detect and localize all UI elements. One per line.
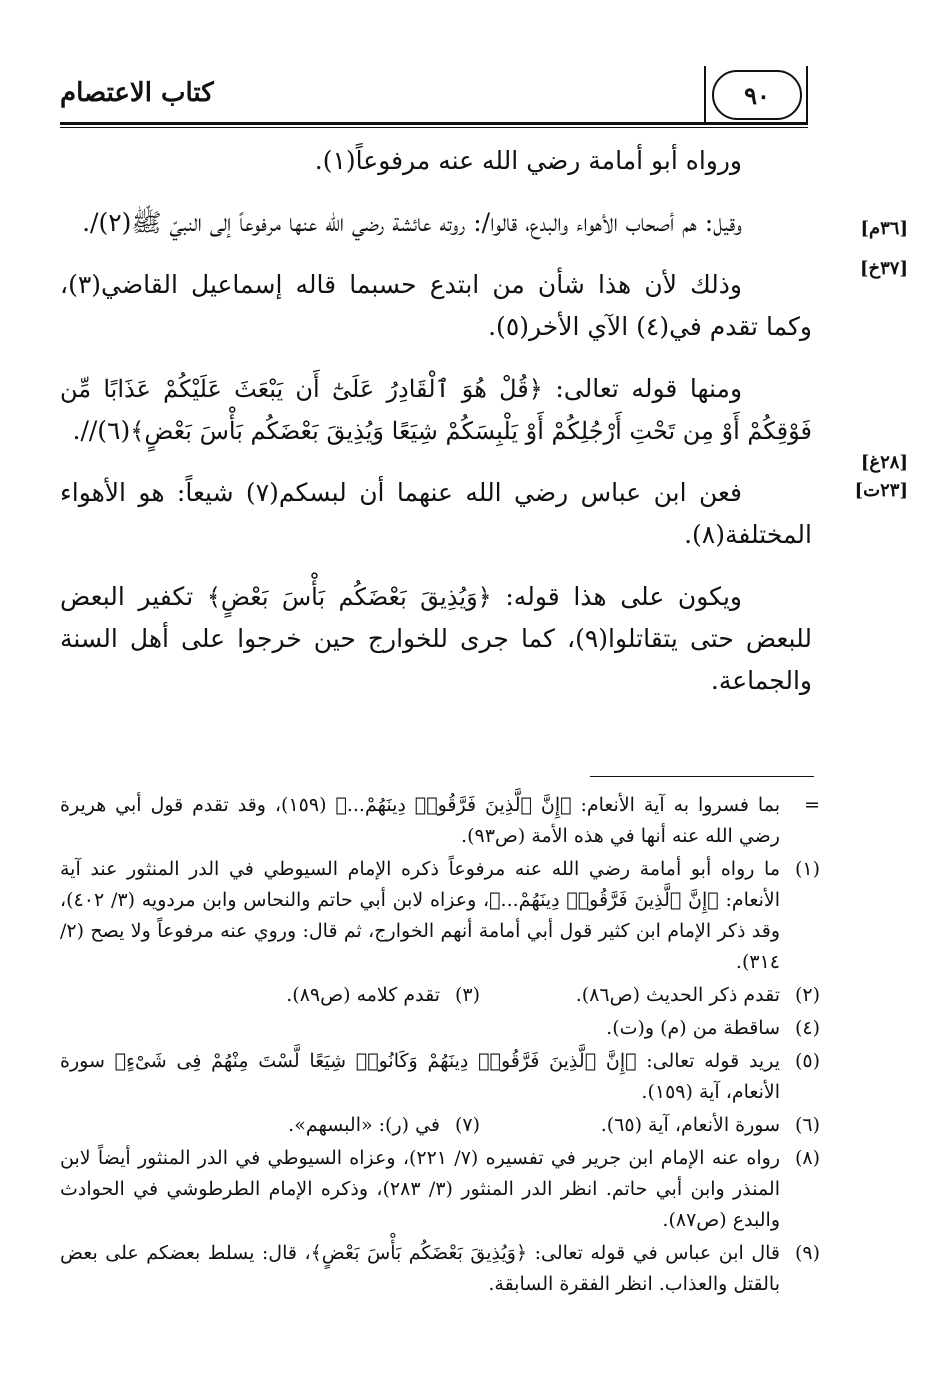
paragraph <box>60 576 812 702</box>
footnotes <box>60 790 820 1302</box>
footnote <box>60 854 820 978</box>
paragraph <box>60 368 812 452</box>
footnote-number: (١) <box>794 858 820 880</box>
footnote <box>60 790 820 852</box>
paragraph-text: (٦)//. <box>72 416 131 445</box>
footnote-text: رواه عنه الإمام ابن جرير في تفسيره (٧/ ٢٢١)، وعزاه السيوطي في الدر المنثور أيضاً لابن المنذر وابن أبي حاتم. انظر الدر المنثور (٣/ ٢٨٣)، وذكره الإمام الطرطوشي في الحوادث والبدع (ص٨٧). <box>60 1147 780 1231</box>
quran-verse: ﴿قُلْ هُوَ ٱلْقَادِرُ عَلَىٰٓ أَن يَبْعَثَ عَلَيْكُمْ عَذَابًا مِّن فَوْقِكُمْ أَوْ مِن تَحْتِ أَرْجُلِكُمْ أَوْ يَلْبِسَكُمْ شِيَعًا وَيُذِيقَ بَعْضَكُم بَأْسَ بَعْضٍ﴾ <box>60 375 812 445</box>
footnote-text: سورة الأنعام، آية (٦٥). <box>600 1114 780 1136</box>
footnote-separator <box>590 776 814 777</box>
footnote-number: (٩) <box>794 1242 820 1264</box>
margin-note: [٣٧خ] <box>859 258 908 279</box>
footnote-text: في (ر): «البسهم». <box>288 1114 440 1136</box>
quran-verse: ﴿وَيُذِيقَ بَعْضَكُم بَأْسَ بَعْضٍ﴾ <box>206 583 492 611</box>
header-rule <box>60 122 808 125</box>
margin-note: [٣٦م] <box>860 218 908 239</box>
footnote-number: (٦) <box>794 1114 820 1136</box>
margin-note: [٢٨غ] <box>860 452 908 473</box>
footnote-text: ما رواه أبو أمامة رضي الله عنه مرفوعاً ذكره الإمام السيوطي في الدر المنثور عند آية الأنعام: ﴿إِنَّ ٱلَّذِينَ فَرَّقُوا۟ دِينَهُمْ...﴾، وعزاه لابن أبي حاتم والنحاس وابن مردويه (٣/ ٤٠٢)، وقد ذكر الإمام ابن كثير قول أبي أمامة أنهم الخوارج، ثم قال: وروي عنه مرفوعاً ولا يصح (٢/ ٣١٤). <box>60 858 780 973</box>
paragraph: فعن ابن عباس رضي الله عنهما أن لبسكم(٧) شيعاً: هو الأهواء المختلفة(٨). <box>60 478 812 549</box>
margin-note: [٢٣ت] <box>854 480 908 501</box>
main-text <box>60 140 812 722</box>
footnote-text: بما فسروا به آية الأنعام: ﴿إِنَّ ٱلَّذِينَ فَرَّقُوا۟ دِينَهُمْ...﴾ (١٥٩)، وقد تقدم قول أبي هريرة رضي الله عنه أنها في هذه الأمة (ص٩٣). <box>60 794 780 847</box>
footnote-text: ساقطة من (م) و(ت). <box>606 1017 780 1039</box>
footnote <box>60 1046 820 1108</box>
paragraph: ورواه أبو أمامة رضي الله عنه مرفوعاً(١). <box>314 146 742 175</box>
header-rule-thin <box>60 127 808 128</box>
footnote-text: تقدم ذكر الحديث (ص٨٦). <box>575 984 780 1006</box>
footnote-text: يريد قوله تعالى: ﴿إِنَّ ٱلَّذِينَ فَرَّقُوا۟ دِينَهُمْ وَكَانُوا۟ شِيَعًا لَّسْتَ مِنْهُمْ فِى شَىْءٍ﴾ سورة الأنعام، آية (١٥٩). <box>60 1050 780 1103</box>
paragraph-text: ويكون على هذا قوله: <box>491 582 742 611</box>
footnote-number: (٣) <box>454 984 480 1006</box>
page-number: ٩٠ <box>712 70 802 120</box>
footnote-number: (٥) <box>794 1050 820 1072</box>
book-title: كتاب الاعتصام <box>60 78 214 108</box>
footnote <box>60 1143 820 1236</box>
paragraph-text: تكفير البعض للبعض حتى يتقاتلوا(٩)، كما جرى للخوارج حين خرجوا على أهل السنة والجماعة. <box>60 582 812 695</box>
paragraph: وذلك لأن هذا شأن من ابتدع حسبما قاله إسماعيل القاضي(٣)، وكما تقدم في(٤) الآي الأخر(٥). <box>60 270 812 341</box>
footnote <box>140 980 480 1011</box>
footnote <box>60 1013 820 1044</box>
footnote-number: = <box>804 794 820 816</box>
footnote <box>480 980 820 1011</box>
footnote-number: (٨) <box>794 1147 820 1169</box>
footnote-text: قال ابن عباس في قوله تعالى: ﴿وَيُذِيقَ بَعْضَكُم بَأْسَ بَعْضٍ﴾، قال: يسلط بعضكم على بعض بالقتل والعذاب. انظر الفقرة السابقة. <box>60 1242 780 1295</box>
footnote-number: (٤) <box>794 1017 820 1039</box>
footnote <box>480 1110 820 1141</box>
page-header <box>60 70 808 126</box>
footnote-number: (٧) <box>454 1114 480 1136</box>
footnote-text: تقدم كلامه (ص٨٩). <box>286 984 440 1006</box>
footnote-pair <box>60 980 820 1011</box>
paragraph: وقيل: هم أصحاب الأهواء والبدع، قالوا/: روته عائشة رضي الله عنها مرفوعاً إلى النبيّ ﷺ(٢)/. <box>82 208 742 237</box>
paragraph-text: ومنها قوله تعالى: <box>542 374 743 403</box>
footnote <box>140 1110 480 1141</box>
footnote-pair <box>60 1110 820 1141</box>
footnote <box>60 1238 820 1300</box>
footnote-number: (٢) <box>794 984 820 1006</box>
